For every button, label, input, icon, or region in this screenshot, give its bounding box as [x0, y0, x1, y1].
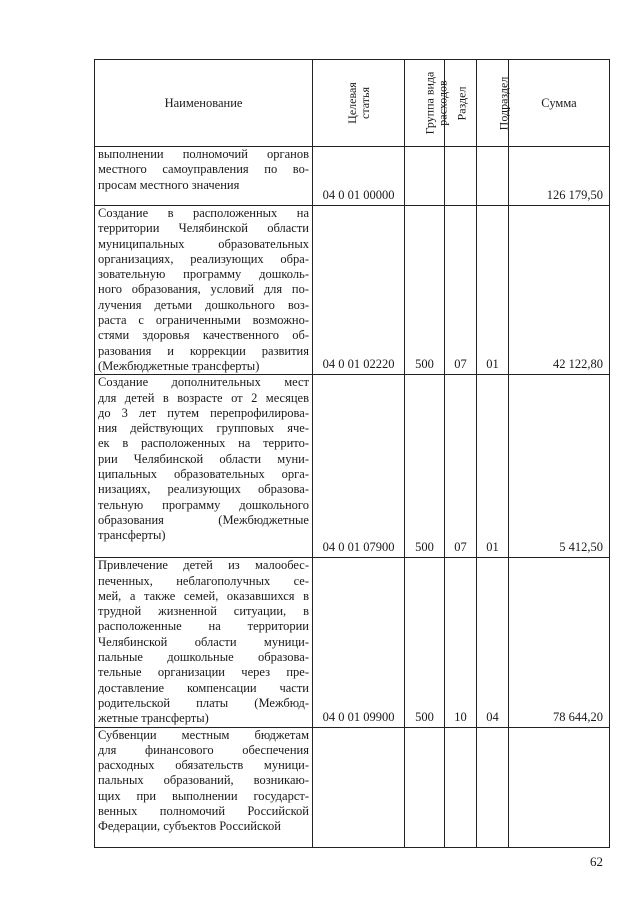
row-name-line: для финансового обеспечения	[98, 742, 309, 757]
row-name-line: раста с ограниченными возможно-	[98, 313, 309, 328]
budget-table	[94, 59, 610, 848]
row-name-line: Создание в расположенных на	[98, 206, 309, 220]
row-name-line: расходных обязательств муници-	[98, 758, 309, 773]
page-number: 62	[590, 854, 603, 869]
row-name-line: венных полномочий Российской	[98, 804, 309, 819]
table-row	[95, 147, 610, 206]
row-name-line: Привлечение детей из малообес-	[98, 558, 309, 573]
row-name-line: жетные трансферты)	[98, 711, 209, 726]
row-name-line: доставление компенсации части	[98, 680, 309, 695]
row-name-cell	[95, 206, 313, 375]
row-name-line: печенных, неблагополучных се-	[98, 573, 309, 588]
row-name-line: лучения детьми дошкольного воз-	[98, 297, 309, 312]
table-row	[95, 206, 610, 375]
row-code-cell: 04 0 01 00000	[313, 147, 405, 206]
row-sum-cell: 126 179,50	[509, 147, 610, 206]
row-section-cell: 07	[445, 206, 477, 375]
row-code-cell: 04 0 01 07900	[313, 375, 405, 558]
row-code-cell: 04 0 01 09900	[313, 558, 405, 727]
row-name-line: расположенные на территории	[98, 619, 309, 634]
row-sum-cell	[509, 727, 610, 847]
row-subsection-cell	[477, 727, 509, 847]
row-group-cell: 500	[405, 206, 445, 375]
table-header-row	[95, 60, 610, 147]
row-name-line: (Межбюджетные трансферты)	[98, 358, 260, 373]
row-group-cell: 500	[405, 375, 445, 558]
table-row	[95, 558, 610, 727]
row-name-line: ек в расположенных на террито-	[98, 436, 309, 451]
row-subsection-cell: 01	[477, 375, 509, 558]
row-name-line: образования (Межбюджетные	[98, 512, 309, 527]
row-subsection-cell: 01	[477, 206, 509, 375]
row-group-cell	[405, 147, 445, 206]
row-sum-cell: 5 412,50	[509, 375, 610, 558]
row-name-line: пальных образований, возникаю-	[98, 773, 309, 788]
header-section: Раздел	[445, 60, 477, 147]
row-name-line: разования и коррекции развития	[98, 343, 309, 358]
row-name-line: просам местного значения	[98, 177, 240, 192]
row-name-line: трудной жизненной ситуации, в	[98, 604, 309, 619]
row-sum-cell: 78 644,20	[509, 558, 610, 727]
header-name: Наименование	[95, 60, 313, 147]
row-name-line: ния действующих групповых яче-	[98, 421, 309, 436]
row-name-line: рии Челябинской области муни-	[98, 451, 309, 466]
row-name-line: Субвенции местным бюджетам	[98, 727, 309, 742]
header-target: Целевая статья	[313, 60, 405, 147]
row-name-line: трансферты)	[98, 528, 166, 543]
row-name-line: щих при выполнении государст-	[98, 788, 309, 803]
row-name-line: Создание дополнительных мест	[98, 375, 309, 390]
row-group-cell: 500	[405, 558, 445, 727]
row-section-cell: 10	[445, 558, 477, 727]
row-name-line: стями здоровья качественного об-	[98, 328, 309, 343]
row-name-line: организациях, реализующих обра-	[98, 251, 309, 266]
row-sum-cell: 42 122,80	[509, 206, 610, 375]
row-name-line: ного образования, условий для по-	[98, 282, 309, 297]
row-subsection-cell: 04	[477, 558, 509, 727]
header-subsection: Подраздел	[477, 60, 509, 147]
header-group: Группа вида расходов	[405, 60, 445, 147]
row-name-line: до 3 лет путем перепрофилирова-	[98, 405, 309, 420]
row-section-cell	[445, 727, 477, 847]
row-name-line: Федерации, субъектов Российской	[98, 819, 281, 834]
row-name-cell	[95, 727, 313, 847]
row-name-line: муниципальных образовательных	[98, 236, 309, 251]
row-name-line: территории Челябинской области	[98, 221, 309, 236]
row-name-line: ципальных образовательных орга-	[98, 467, 309, 482]
row-name-line: низациях, реализующих образова-	[98, 482, 309, 497]
row-name-line: Челябинской области муници-	[98, 634, 309, 649]
row-section-cell	[445, 147, 477, 206]
row-code-cell: 04 0 01 02220	[313, 206, 405, 375]
row-name-line: пальные дошкольные образова-	[98, 650, 309, 665]
table-row	[95, 375, 610, 558]
row-name-line: тельную программу дошкольного	[98, 497, 309, 512]
row-name-line: тельные организации через пре-	[98, 665, 309, 680]
row-name-line: выполнении полномочий органов	[98, 147, 309, 161]
row-name-cell	[95, 375, 313, 558]
row-name-line: мей, а также семей, оказавшихся в	[98, 588, 309, 603]
table-row	[95, 727, 610, 847]
row-section-cell: 07	[445, 375, 477, 558]
row-code-cell	[313, 727, 405, 847]
row-name-line: родительской платы (Межбюд-	[98, 695, 309, 710]
row-name-line: зовательную программу дошколь-	[98, 267, 309, 282]
row-name-line: местного самоуправления по во-	[98, 162, 309, 177]
row-subsection-cell	[477, 147, 509, 206]
row-name-cell	[95, 147, 313, 206]
row-name-line: для детей в возрасте от 2 месяцев	[98, 390, 309, 405]
row-name-cell	[95, 558, 313, 727]
row-group-cell	[405, 727, 445, 847]
header-sum: Сумма	[509, 60, 610, 147]
